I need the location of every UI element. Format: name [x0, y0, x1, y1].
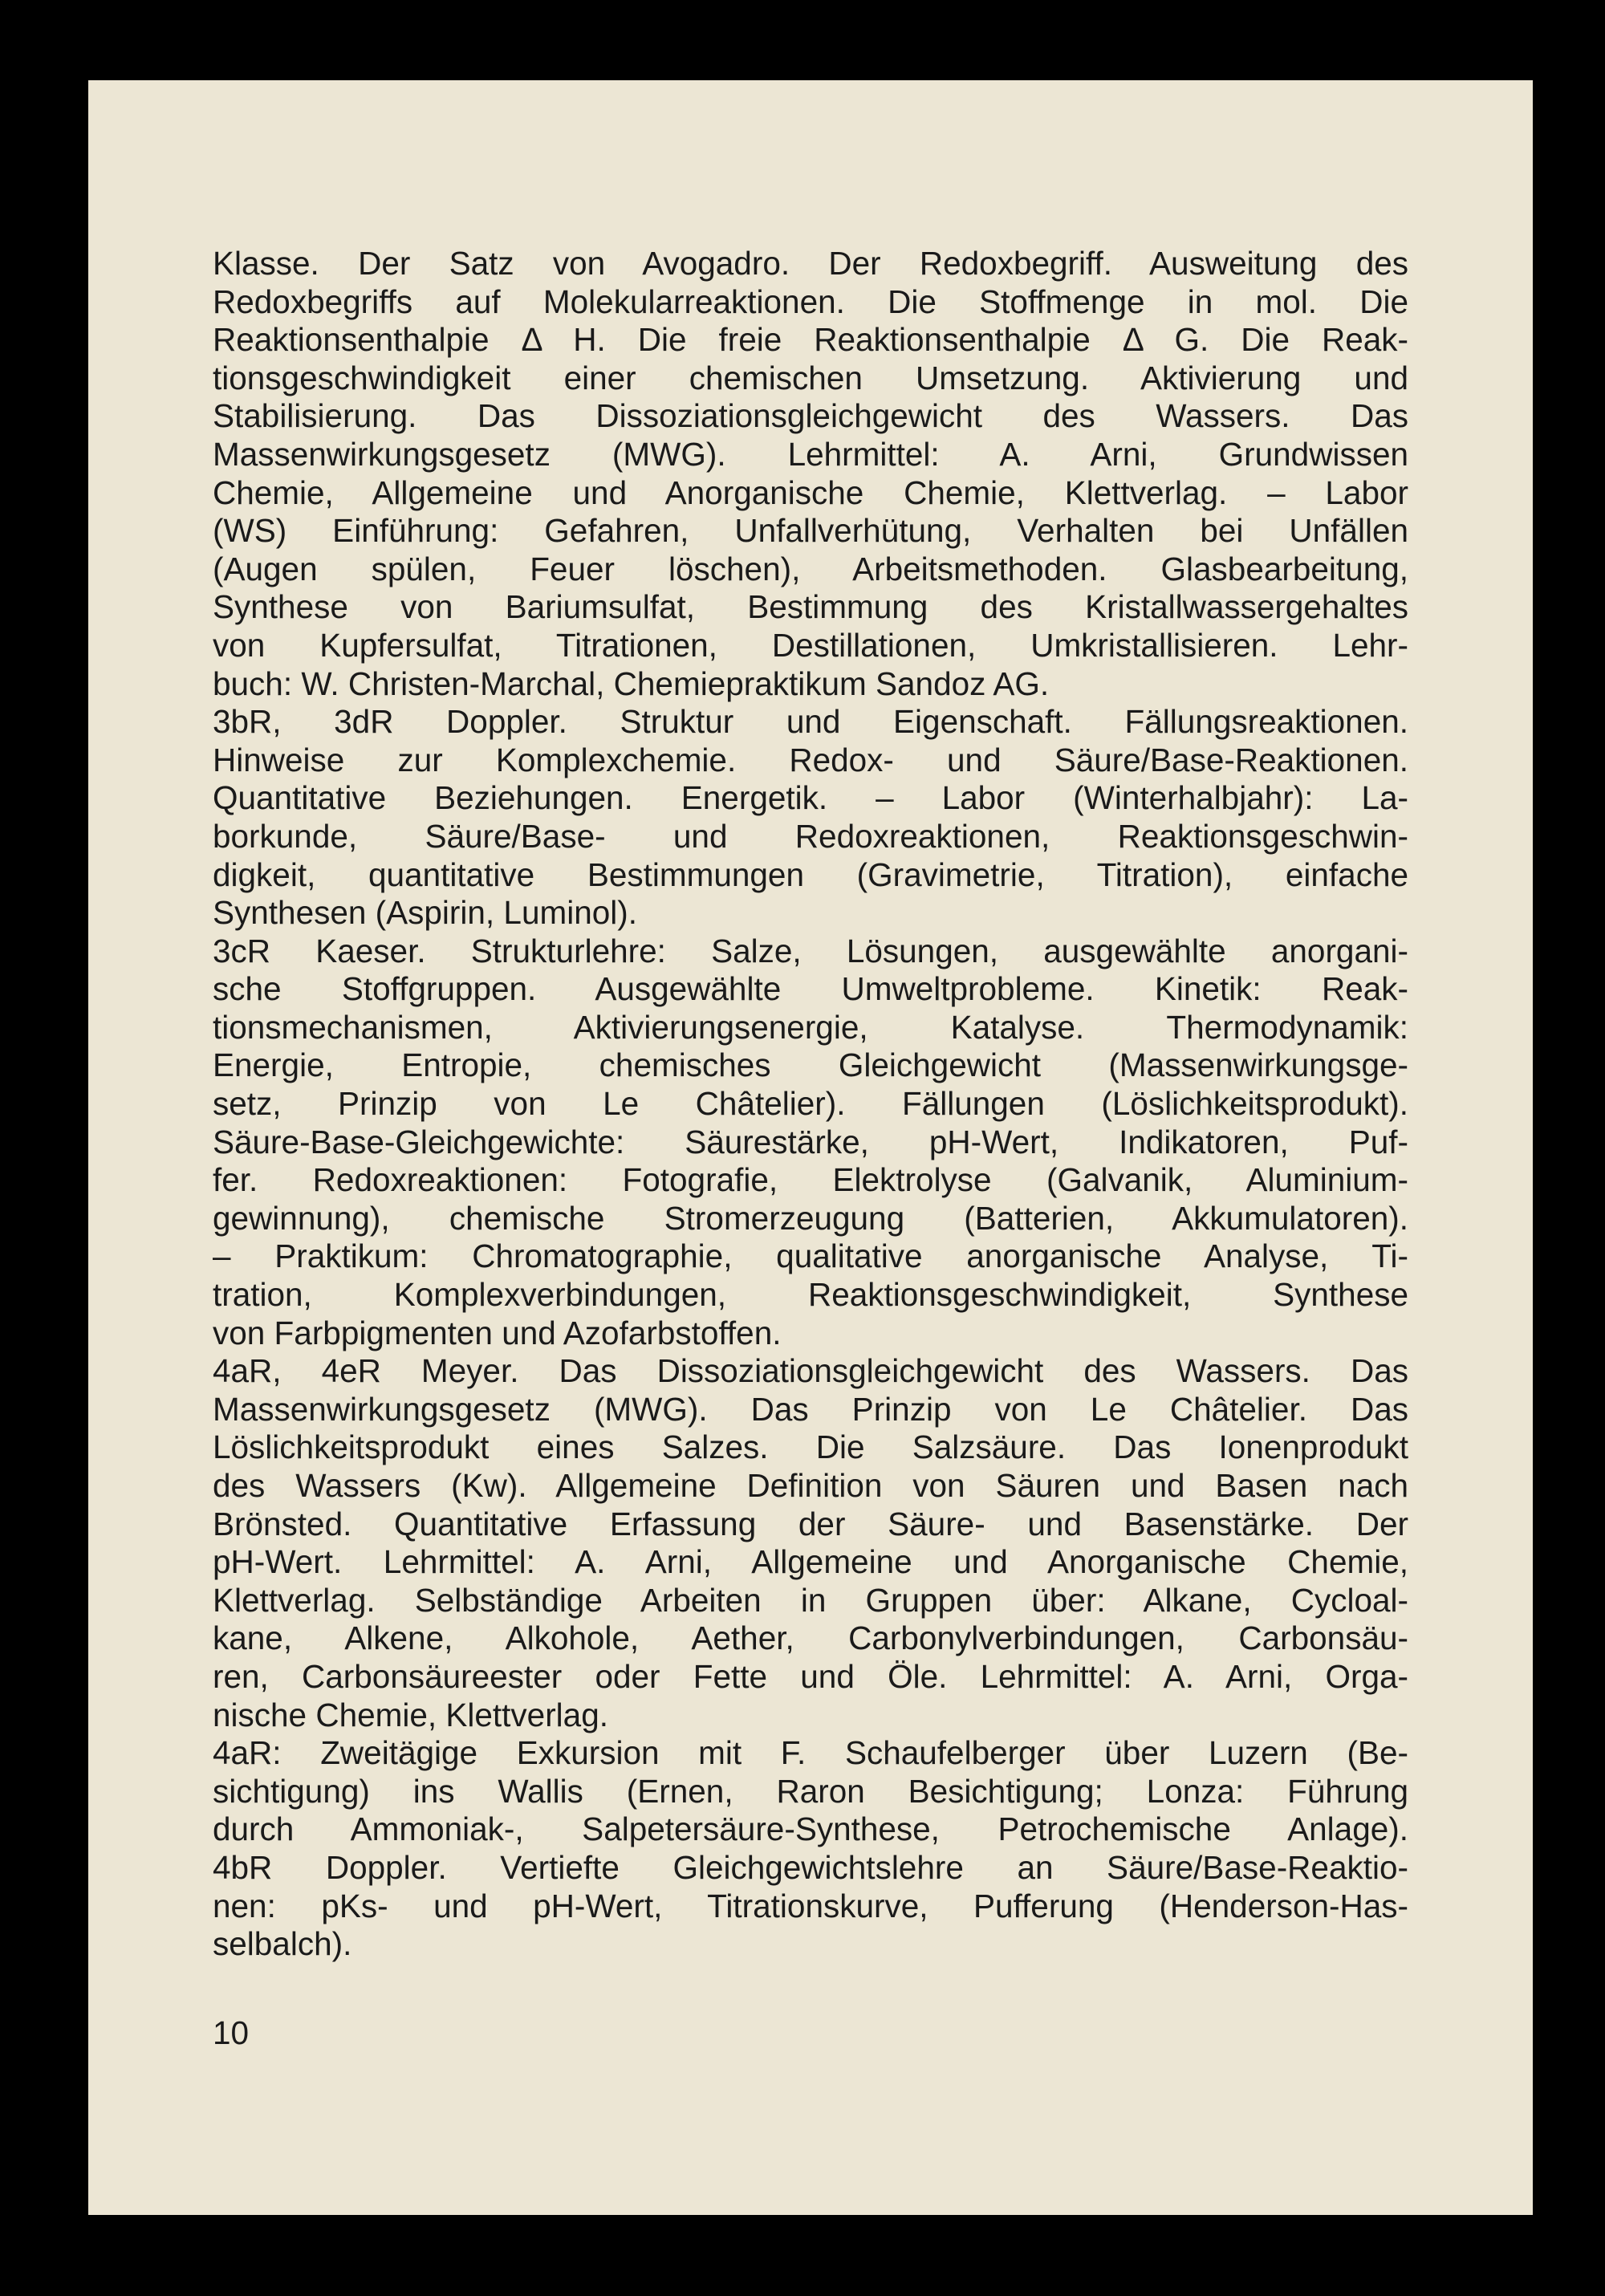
text-line: borkunde, Säure/Base- und Redoxreaktionen, Reaktionsgeschwin- — [213, 817, 1408, 855]
page-number: 10 — [213, 2014, 250, 2051]
text-line: Synthesen (Aspirin, Luminol). — [213, 894, 637, 932]
text-line: (Augen spülen, Feuer löschen), Arbeitsmethoden. Glasbearbeitung, — [213, 550, 1408, 587]
text-line: des Wassers (Kw). Allgemeine Definition von Säuren und Basen nach — [213, 1467, 1408, 1504]
text-line: 4bR Doppler. Vertiefte Gleichgewichtslehre an Säure/Base-Reaktio- — [213, 1848, 1408, 1886]
text-line: buch: W. Christen-Marchal, Chemiepraktikum Sandoz AG. — [213, 664, 1050, 702]
text-line: Klettverlag. Selbständige Arbeiten in Gruppen über: Alkane, Cycloal- — [213, 1581, 1408, 1619]
text-line: Massenwirkungsgesetz (MWG). Das Prinzip von Le Châtelier. Das — [213, 1390, 1408, 1428]
text-line: Synthese von Bariumsulfat, Bestimmung des Kristallwassergehaltes — [213, 588, 1408, 626]
text-line: 3cR Kaeser. Strukturlehre: Salze, Lösungen, ausgewählte anorgani- — [213, 932, 1408, 969]
text-line: tration, Komplexverbindungen, Reaktionsgeschwindigkeit, Synthese — [213, 1276, 1408, 1314]
text-line: Klasse. Der Satz von Avogadro. Der Redoxbegriff. Ausweitung des — [213, 245, 1408, 282]
text-line: Reaktionsenthalpie Δ H. Die freie Reaktionsenthalpie Δ G. Die Reak- — [213, 321, 1408, 359]
text-line: selbalch). — [213, 1925, 352, 1963]
text-line: nen: pKs- und pH-Wert, Titrationskurve, Pufferung (Henderson-Has- — [213, 1887, 1408, 1924]
text-line: setz, Prinzip von Le Châtelier). Fällungen (Löslichkeitsprodukt). — [213, 1085, 1408, 1123]
text-line: tionsmechanismen, Aktivierungsenergie, Katalyse. Thermodynamik: — [213, 1008, 1408, 1046]
text-line: Energie, Entropie, chemisches Gleichgewicht (Massenwirkungsge- — [213, 1046, 1408, 1084]
text-line: kane, Alkene, Alkohole, Aether, Carbonylverbindungen, Carbonsäu- — [213, 1619, 1408, 1657]
text-line: Säure-Base-Gleichgewichte: Säurestärke, pH-Wert, Indikatoren, Puf- — [213, 1123, 1408, 1160]
text-line: Quantitative Beziehungen. Energetik. – Labor (Winterhalbjahr): La- — [213, 779, 1408, 817]
text-line: Löslichkeitsprodukt eines Salzes. Die Salzsäure. Das Ionenprodukt — [213, 1428, 1408, 1466]
text-line: nische Chemie, Klettverlag. — [213, 1696, 608, 1733]
text-line: Massenwirkungsgesetz (MWG). Lehrmittel: A. Arni, Grundwissen — [213, 435, 1408, 473]
text-line: digkeit, quantitative Bestimmungen (Gravimetrie, Titration), einfache — [213, 855, 1408, 893]
text-line: tionsgeschwindigkeit einer chemischen Umsetzung. Aktivierung und — [213, 359, 1408, 396]
text-line: sichtigung) ins Wallis (Ernen, Raron Besichtigung; Lonza: Führung — [213, 1772, 1408, 1810]
text-line: Chemie, Allgemeine und Anorganische Chemie, Klettverlag. – Labor — [213, 473, 1408, 511]
body-text — [213, 245, 1408, 1964]
text-line: ren, Carbonsäureester oder Fette und Öle. Lehrmittel: A. Arni, Orga- — [213, 1657, 1408, 1695]
text-line: Brönsted. Quantitative Erfassung der Säure- und Basenstärke. Der — [213, 1505, 1408, 1542]
text-line: durch Ammoniak-, Salpetersäure-Synthese, Petrochemische Anlage). — [213, 1810, 1408, 1848]
text-line: von Farbpigmenten und Azofarbstoffen. — [213, 1314, 782, 1351]
text-line: 4aR, 4eR Meyer. Das Dissoziationsgleichgewicht des Wassers. Das — [213, 1352, 1408, 1390]
text-line: Hinweise zur Komplexchemie. Redox- und Säure/Base-Reaktionen. — [213, 741, 1408, 778]
text-line: Redoxbegriffs auf Molekularreaktionen. Die Stoffmenge in mol. Die — [213, 282, 1408, 320]
text-line: von Kupfersulfat, Titrationen, Destillationen, Umkristallisieren. Lehr- — [213, 626, 1408, 664]
document-page — [88, 80, 1533, 2215]
text-line: fer. Redoxreaktionen: Fotografie, Elektrolyse (Galvanik, Aluminium- — [213, 1161, 1408, 1199]
text-line: gewinnung), chemische Stromerzeugung (Batterien, Akkumulatoren). — [213, 1199, 1408, 1237]
text-line: Stabilisierung. Das Dissoziationsgleichgewicht des Wassers. Das — [213, 397, 1408, 435]
text-line: pH-Wert. Lehrmittel: A. Arni, Allgemeine und Anorganische Chemie, — [213, 1543, 1408, 1581]
text-line: 3bR, 3dR Doppler. Struktur und Eigenschaft. Fällungsreaktionen. — [213, 703, 1408, 741]
text-line: sche Stoffgruppen. Ausgewählte Umweltprobleme. Kinetik: Reak- — [213, 970, 1408, 1008]
text-line: 4aR: Zweitägige Exkursion mit F. Schaufelberger über Luzern (Be- — [213, 1734, 1408, 1772]
text-line: – Praktikum: Chromatographie, qualitative anorganische Analyse, Ti- — [213, 1237, 1408, 1275]
text-line: (WS) Einführung: Gefahren, Unfallverhütung, Verhalten bei Unfällen — [213, 512, 1408, 550]
